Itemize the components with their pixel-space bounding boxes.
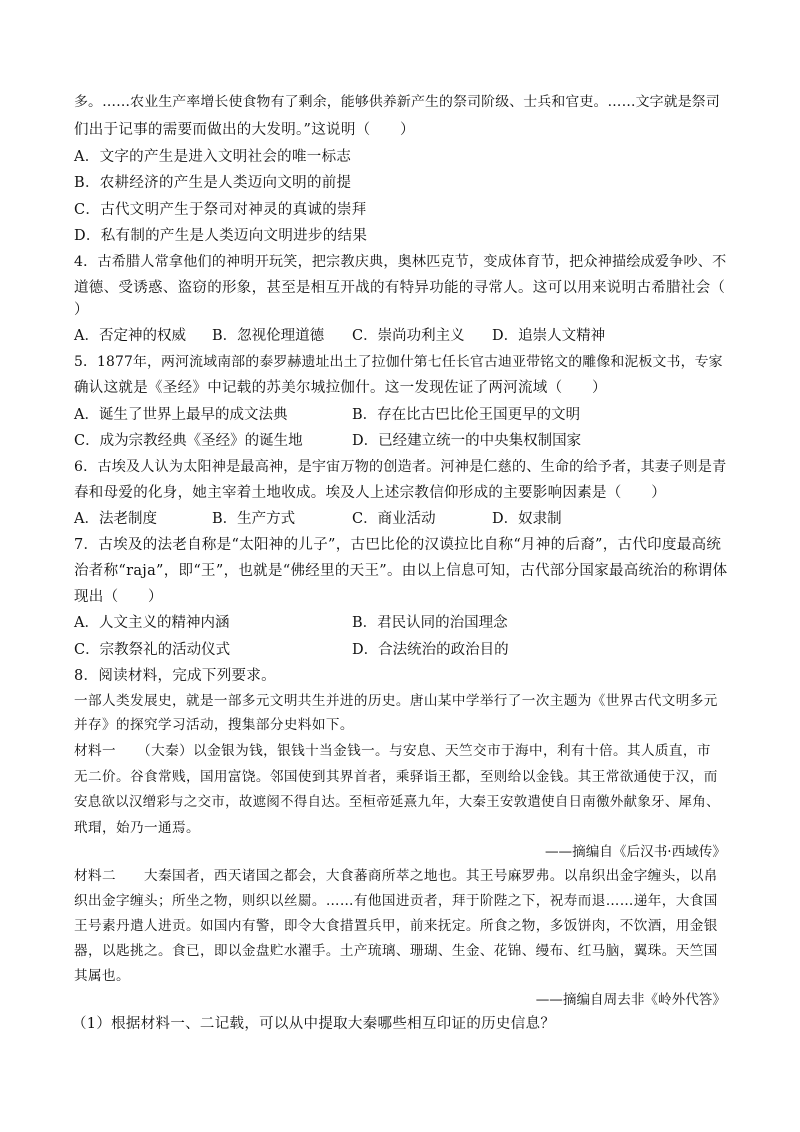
q4-stem-line-1: 4．古希腊人常拿他们的神明开玩笑，把宗教庆典，奥林匹克节，变成体育节，把众神描绘成爱争吵、不 (74, 254, 727, 270)
q4-option-c: C．崇尚功利主义 (352, 328, 465, 344)
material-1-line-2: 无二价。谷食常贱，国用富饶。邻国使到其界首者，乘驿诣王都，至则给以金钱。其王常欲通使于汉，而 (74, 769, 718, 785)
q8-intro-line-1: 一部人类发展史，就是一部多元文明共生并进的历史。唐山某中学举行了一次主题为《世界古代文明多元 (74, 693, 718, 709)
q6-option-b: B．生产方式 (212, 511, 296, 527)
material-1-line-3: 安息欲以汉缯彩与之交市，故遮阂不得自达。至桓帝延熹九年，大秦王安敦遣使自日南徼外献象牙、犀角、 (74, 795, 720, 810)
q6-stem-line-2: 春和母爱的化身，她主宰着土地收成。埃及人上述宗教信仰形成的主要影响因素是（ ） (74, 485, 666, 501)
q4-stem-line-3: ） (74, 302, 89, 318)
q5-option-b: B．存在比古巴比伦王国更早的文明 (352, 407, 581, 423)
q3-option-d: D．私有制的产生是人类迈向文明进步的结果 (74, 228, 368, 244)
q7-option-c: C．宗教祭礼的活动仪式 (74, 642, 231, 658)
material-1-line-1: 材料一 （大秦）以金银为钱，银钱十当金钱一。与安息、天竺交市于海中，利有十倍。其人质直，市 (74, 743, 711, 759)
q7-stem-line-1: 7．古埃及的法老自称是“太阳神的儿子”，古巴比伦的汉谟拉比自称“月神的后裔”，古代印度最高统 (74, 537, 722, 553)
material-2-line-1: 材料二 大秦国者，西天诸国之都会，大食蕃商所萃之地也。其王号麻罗弗。以帛织出金字缠头，以帛 (74, 868, 718, 884)
q7-option-d: D．合法统治的政治目的 (352, 642, 509, 658)
material-1-source: ——摘编自《后汉书·西域传》 (544, 844, 726, 860)
q7-option-b: B．君民认同的治国理念 (352, 615, 508, 631)
material-2-line-4: 器，以匙挑之。食已，即以金盘贮水濯手。土产琉璃、珊瑚、生金、花锦、缦布、红马脑，翼珠。天竺国 (74, 943, 718, 959)
q7-stem-line-2: 治者称“raja”，即“王”，也就是“佛经里的天王”。由以上信息可知，古代部分国家最高统治的称谓体 (74, 563, 728, 579)
q4-stem-line-2: 道德、受诱惑、盗窃的形象，甚至是相互开战的有特异功能的寻常人。这可以用来说明古希腊社会（ (74, 280, 726, 296)
q5-option-c: C．成为宗教经典《圣经》的诞生地 (74, 433, 303, 449)
material-1-line-4: 玳瑁，始乃一通焉。 (74, 820, 200, 836)
q8-subquestion-1: （1）根据材料一、二记载，可以从中提取大秦哪些相互印证的历史信息？ (72, 1016, 556, 1032)
q3-option-a: A．文字的产生是进入文明社会的唯一标志 (74, 149, 352, 165)
q8-intro-line-2: 并存》的探究学习活动，搜集部分史料如下。 (74, 717, 354, 733)
q6-stem-line-1: 6．古埃及人认为太阳神是最高神，是宇宙万物的创造者。河神是仁慈的、生命的给予者，其妻子则是青 (74, 459, 727, 475)
q4-option-d: D．追崇人文精神 (492, 328, 606, 344)
material-2-line-5: 其属也。 (74, 968, 130, 984)
q5-stem-line-1: 5．1877年，两河流域南部的泰罗赫遗址出土了拉伽什第七任长官古迪亚带铭文的雕像和泥板文书，专家 (74, 354, 723, 370)
q7-option-a: A．人文主义的精神内涵 (74, 615, 230, 631)
q7-stem-line-3: 现出（ ） (74, 589, 163, 605)
q3-stem-line-1: 多。……农业生产率增长使食物有了剩余，能够供养新产生的祭司阶级、士兵和官吏。……文字就是祭司 (74, 94, 720, 110)
q6-option-a: A．法老制度 (74, 511, 157, 527)
q3-stem-line-2: 们出于记事的需要而做出的大发明。”这说明（ ） (74, 122, 415, 138)
q8-title: 8．阅读材料，完成下列要求。 (74, 668, 276, 684)
q6-option-d: D．奴隶制 (492, 511, 562, 527)
material-2-line-2: 织出金字缠头；所坐之物，则织以丝罽。……有他国进贡者，拜于阶陛之下，祝寿而退……递年，大食国 (74, 893, 718, 909)
material-2-source: ——摘编自周去非《岭外代答》 (535, 992, 726, 1008)
q6-option-c: C．商业活动 (352, 511, 436, 527)
q5-option-a: A．诞生了世界上最早的成文法典 (74, 407, 288, 423)
material-2-line-3: 王号素丹遣人进贡。如国内有警，即令大食措置兵甲，前来抚定。所食之物，多饭饼肉，不饮酒，用金银 (74, 918, 718, 934)
q4-option-a: A．否定神的权威 (74, 328, 186, 344)
q5-stem-line-2: 确认这就是《圣经》中记载的苏美尔城拉伽什。这一发现佐证了两河流域（ ） (74, 380, 607, 396)
q4-option-b: B．忽视伦理道德 (212, 328, 325, 344)
q3-option-c: C．古代文明产生于祭司对神灵的真诚的崇拜 (74, 202, 367, 218)
q3-option-b: B．农耕经济的产生是人类迈向文明的前提 (74, 175, 352, 191)
q5-option-d: D．已经建立统一的中央集权制国家 (352, 433, 582, 449)
